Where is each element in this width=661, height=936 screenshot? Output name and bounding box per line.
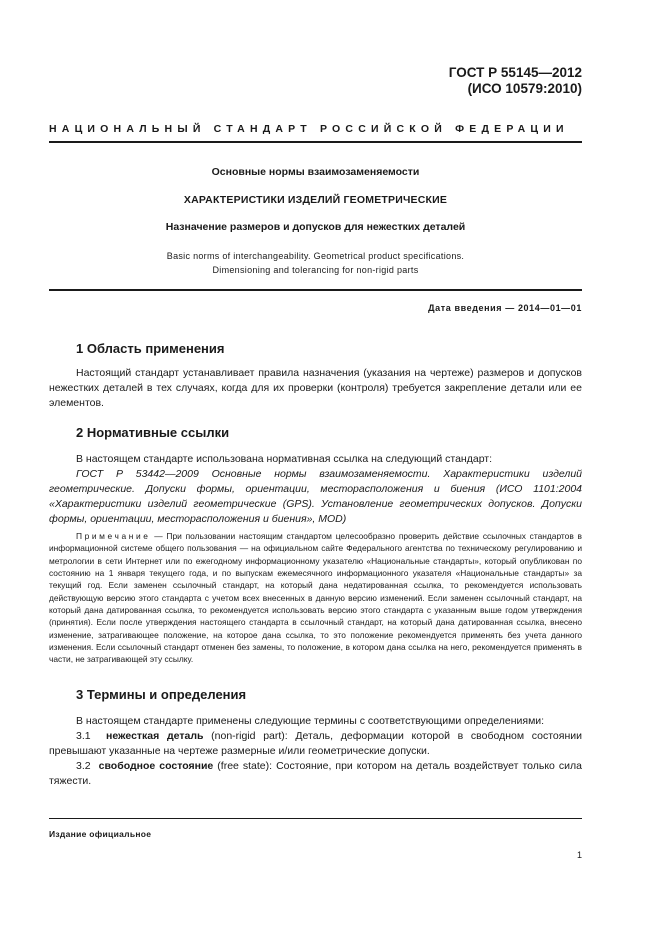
doc-code: ГОСТ Р 55145—2012: [448, 65, 582, 80]
title-divider: [49, 289, 582, 291]
english-title-line-2: Dimensioning and tolerancing for non-rigid parts: [212, 265, 419, 275]
section-2-intro: В настоящем стандарте использована нормативная ссылка на следующий стандарт:: [76, 453, 493, 465]
title-line-2: ХАРАКТЕРИСТИКИ ИЗДЕЛИЙ ГЕОМЕТРИЧЕСКИЕ: [183, 194, 448, 206]
footer-divider: [49, 818, 582, 819]
title-line-3: Назначение размеров и допусков для нежестких деталей: [165, 221, 466, 233]
official-edition-label: Издание официальное: [49, 829, 152, 839]
reference-note: [49, 530, 582, 666]
term-3-2-definition: (free state): Состояние, при котором на деталь воздействует только сила тяжести.: [49, 760, 582, 787]
term-3-2-name: свободное состояние: [98, 760, 214, 772]
term-3-1-name: нежесткая деталь: [106, 730, 204, 742]
note-text: — При пользовании настоящим стандартом целесообразно проверить действие ссылочных стандартов в информационной системе общего пользования — на официальном сайте Федерального агентства по техническому регулированию и метрологии в сети Интернет или по ежегодному информационному указателю «Национальные стандарты», который опубликован по состоянию на 1 января текущего года, и по выпускам ежемесячного информационного указателя «Национальные стандарты» за текущий год. Если заменен ссылочный стандарт, на который дана недатированная ссылка, то рекомендуется использовать действующую версию этого стандарта с учетом всех внесенных в данную версию изменений. Если заменен ссылочный стандарт, на который дана датированная ссылка, то рекомендуется использовать версию этого стандарта с указанным выше годом утверждения (принятия). Если после утверждения настоящего стандарта в ссылочный стандарт, на который дана датированная ссылка, внесено изменение, затрагивающее положение, на которое дана ссылка, то это положение рекомендуется применять без учета данного изменения. Если ссылочный стандарт отменен без замены, то положение, в котором дана ссылка на него, рекомендуется применять в части, не затрагивающей эту ссылку.: [49, 531, 582, 665]
introduction-date: Дата введения — 2014—01—01: [428, 303, 582, 313]
section-1-text: Настоящий стандарт устанавливает правила назначения (указания на чертеже) размеров и допусков нежестких деталей в тех случаях, когда для их проверки (контроля) требуется закрепление детали или ее элементов.: [49, 367, 582, 409]
section-2-heading: 2 Нормативные ссылки: [76, 425, 230, 440]
section-1-heading: 1 Область применения: [76, 341, 225, 356]
normative-reference: ГОСТ Р 53442—2009 Основные нормы взаимозаменяемости. Характеристики изделий геометрические. Допуски формы, ориентации, месторасположения и биения (ИСО 1101:2004 «Характеристики изделий геометрические (GPS). Установление геометрических допусков. Допуски формы, ориентации, месторасположения и биения», MOD): [49, 468, 582, 525]
note-label: Примечание: [76, 531, 151, 541]
term-3-1-definition: (non-rigid part): Деталь, деформации которой в свободном состоянии превышают указанные на чертеже размерные и/или геометрические допуски.: [49, 730, 582, 757]
section-3-heading: 3 Термины и определения: [76, 687, 247, 702]
english-title: [49, 249, 582, 277]
iso-code: (ИСО 10579:2010): [467, 81, 582, 96]
title-line-1: Основные нормы взаимозаменяемости: [211, 166, 420, 178]
term-3-2-number: 3.2: [76, 760, 91, 772]
header-divider: [49, 141, 582, 143]
section-3-intro: В настоящем стандарте применены следующие термины с соответствующими определениями:: [76, 715, 545, 727]
document-code-block: [449, 65, 582, 97]
term-3-1: [49, 729, 582, 759]
page-number: 1: [576, 850, 582, 860]
english-title-line-1: Basic norms of interchangeability. Geometrical product specifications.: [166, 251, 465, 261]
term-3-1-number: 3.1: [76, 730, 91, 742]
national-standard-banner: НАЦИОНАЛЬНЫЙ СТАНДАРТ РОССИЙСКОЙ ФЕДЕРАЦИИ: [49, 123, 569, 135]
term-3-2: [49, 759, 582, 789]
